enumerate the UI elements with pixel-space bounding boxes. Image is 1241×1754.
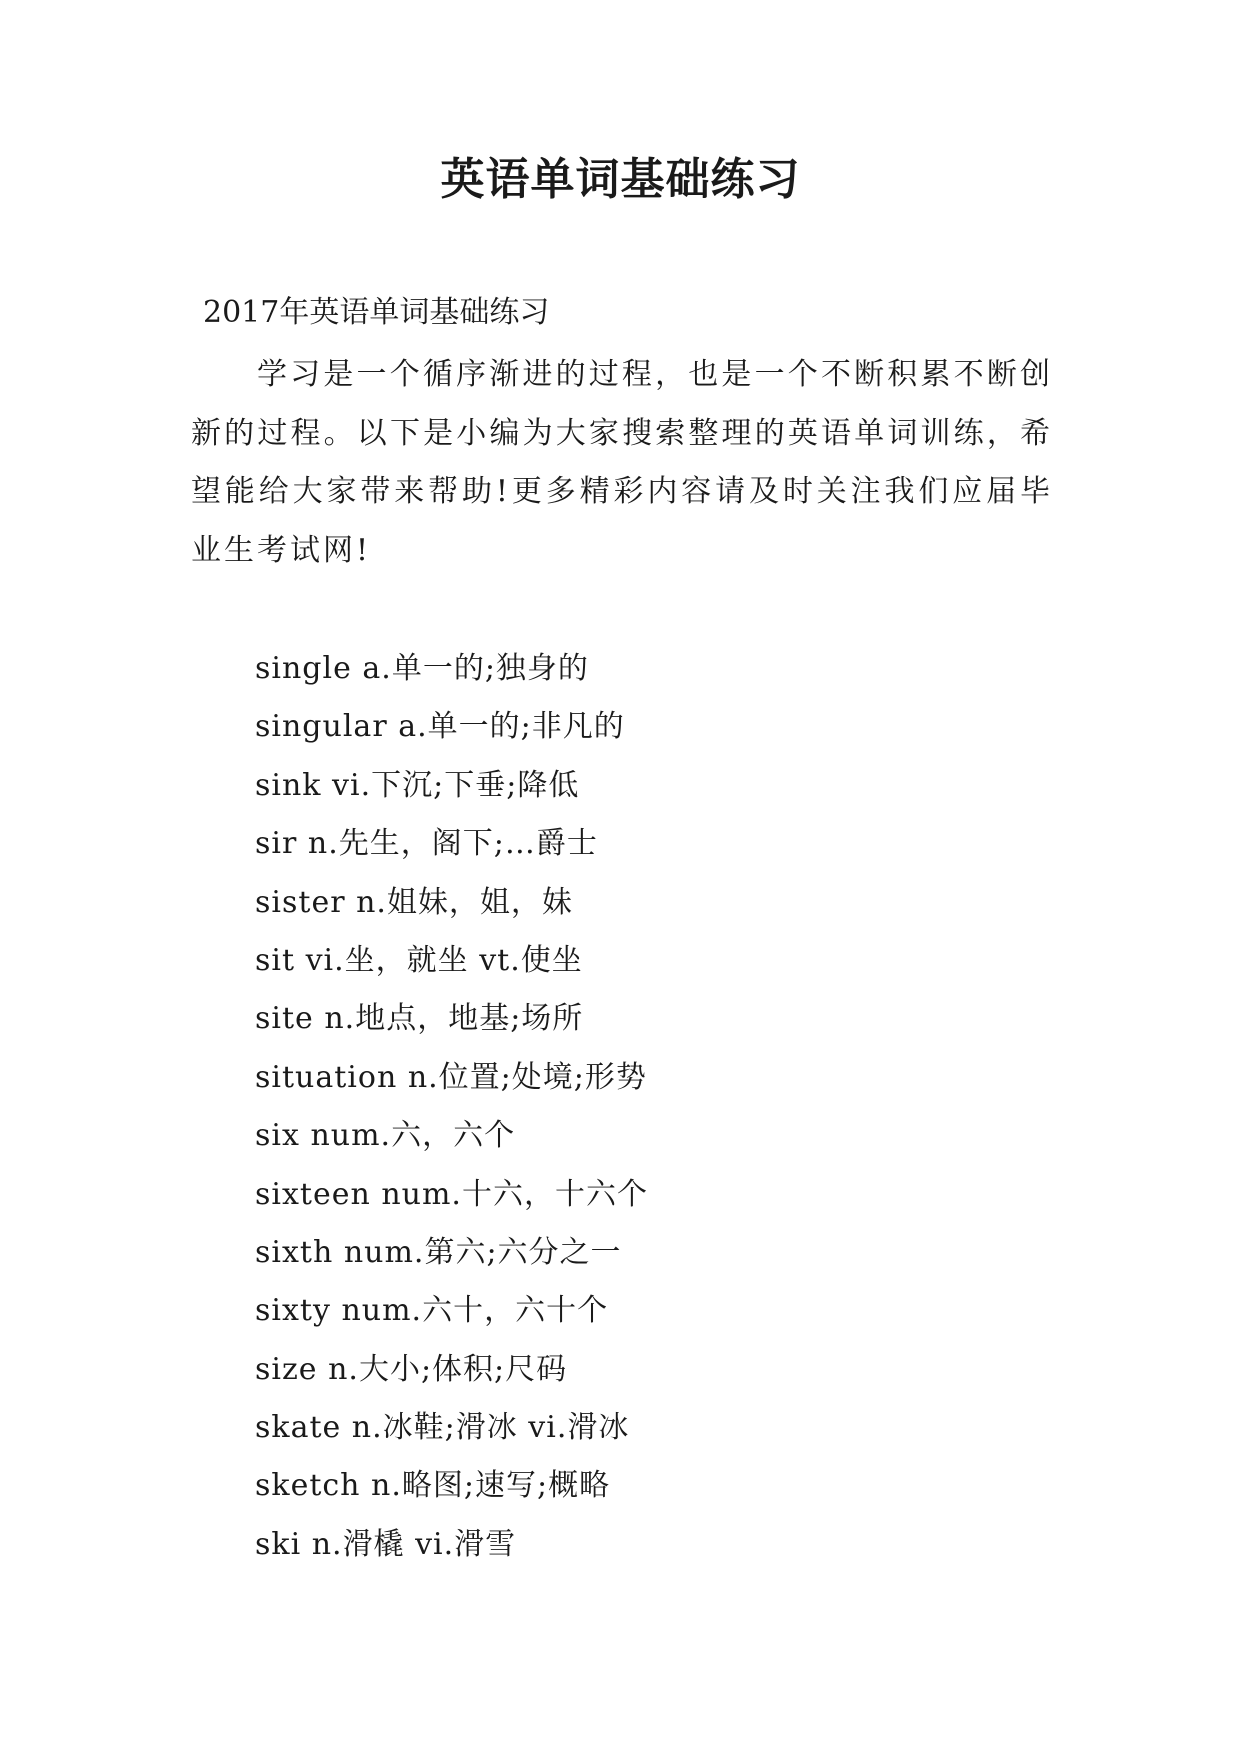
vocabulary-item: site n.地点，地基;场所 <box>255 1001 584 1037</box>
vocabulary-item: sixteen num.十六，十六个 <box>255 1176 648 1212</box>
document-title: 英语单词基础练习 <box>440 154 801 205</box>
vocabulary-item: size n.大小;体积;尺码 <box>255 1351 568 1387</box>
vocabulary-item: sink vi.下沉;下垂;降低 <box>255 767 580 803</box>
document-subtitle: 2017年英语单词基础练习 <box>203 295 550 330</box>
vocabulary-item: sixth num.第六;六分之一 <box>255 1234 622 1270</box>
vocabulary-item: sixty num.六十，六十个 <box>255 1293 609 1329</box>
vocabulary-item: ski n.滑橇 vi.滑雪 <box>255 1526 517 1562</box>
vocabulary-item: sir n.先生，阁下;…爵士 <box>255 826 598 862</box>
vocabulary-item: sketch n.略图;速写;概略 <box>255 1468 611 1504</box>
vocabulary-item: singular a.单一的;非凡的 <box>255 709 625 745</box>
vocabulary-list <box>255 640 648 1574</box>
vocabulary-item: sit vi.坐，就坐 vt.使坐 <box>255 942 583 978</box>
vocabulary-item: situation n.位置;处境;形势 <box>255 1059 647 1095</box>
vocabulary-item: sister n.姐妹，姐，妹 <box>255 884 573 920</box>
vocabulary-item: skate n.冰鞋;滑冰 vi.滑冰 <box>255 1410 630 1446</box>
intro-paragraph: 学习是一个循序渐进的过程，也是一个不断积累不断创新的过程。以下是小编为大家搜索整理的英语单词训练，希望能给大家带来帮助!更多精彩内容请及时关注我们应届毕业生考试网! <box>191 357 1053 568</box>
vocabulary-item: six num.六，六个 <box>255 1118 516 1154</box>
vocabulary-item: single a.单一的;独身的 <box>255 651 589 686</box>
